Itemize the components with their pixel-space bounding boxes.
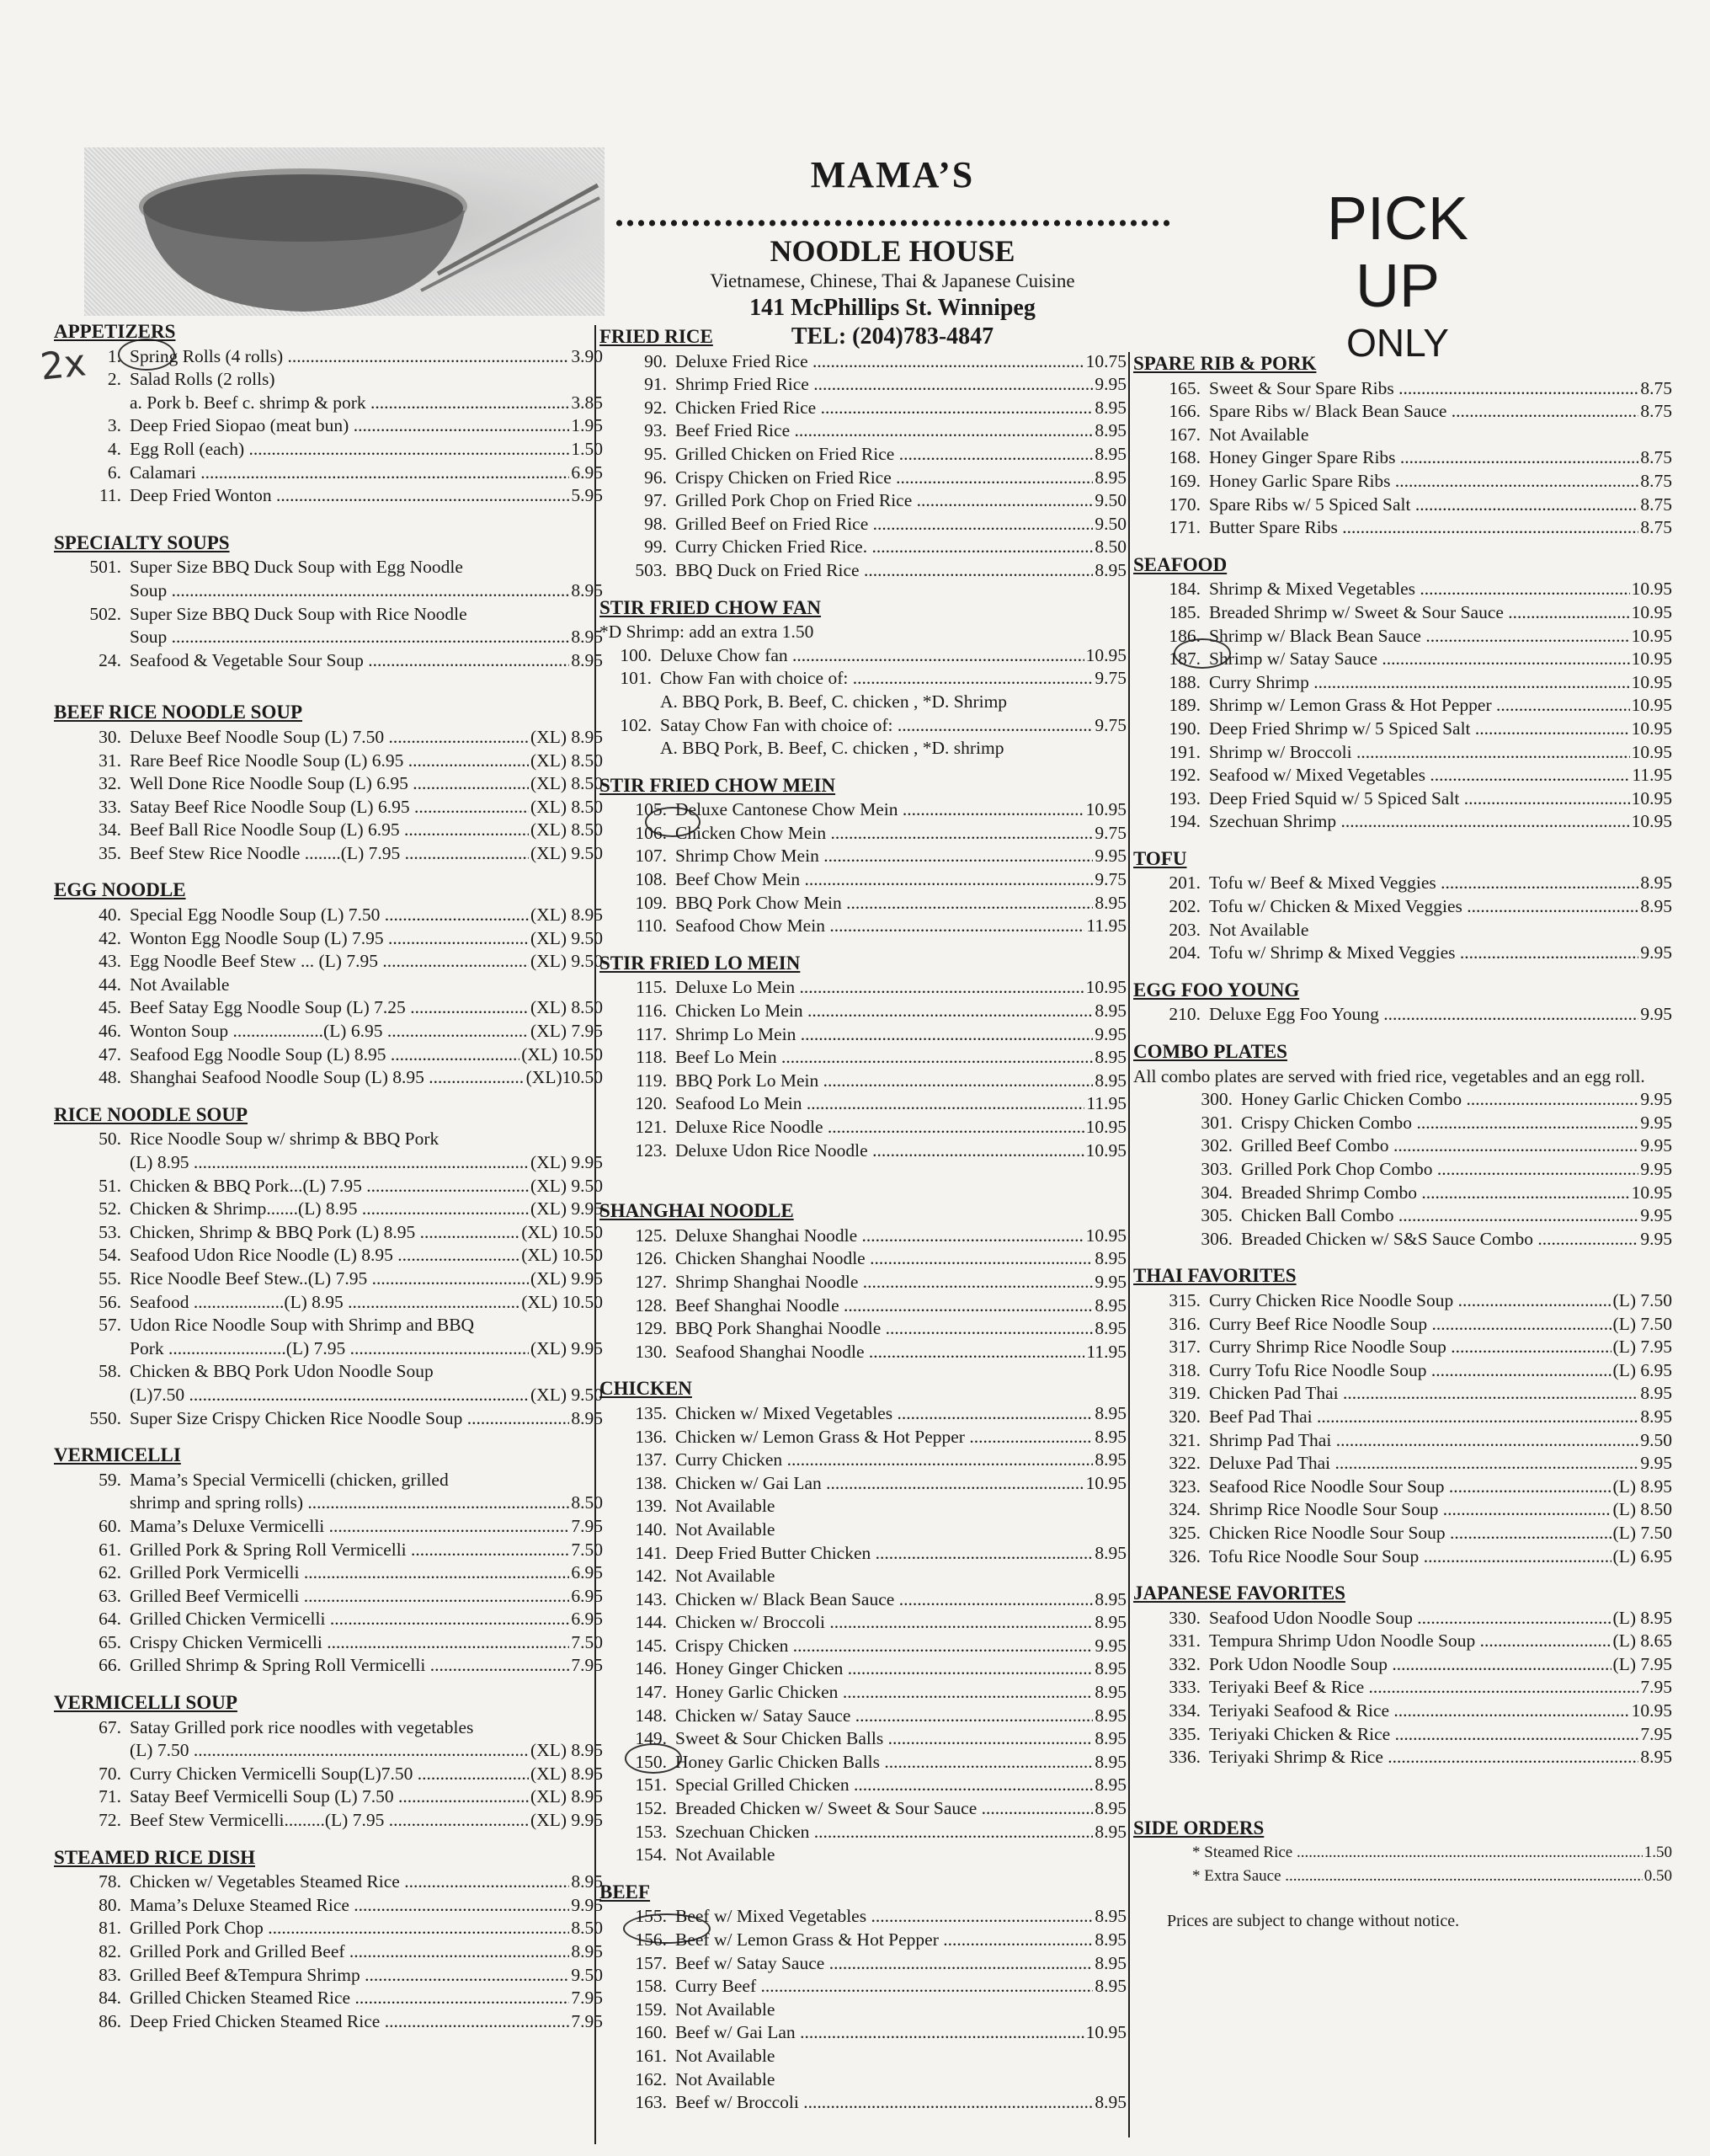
menu-item: 35. Beef Stew Rice Noodle ........(L) 7.95 ..... (XL) 9.50 [54, 842, 603, 866]
menu-item: 144. Chicken w/ Broccoli ..... 8.95 [599, 1611, 1127, 1635]
menu-item: (L)7.50 ..... (XL) 9.50 [54, 1384, 603, 1407]
menu-item: 146. Honey Ginger Chicken ..... 8.95 [599, 1657, 1127, 1681]
menu-item: 325. Chicken Rice Noodle Sour Soup ..... (L) 7.50 [1133, 1522, 1672, 1545]
menu-item: 170. Spare Ribs w/ 5 Spiced Salt ..... 8.75 [1133, 494, 1672, 517]
menu-item: 95. Grilled Chicken on Fried Rice ..... 8.95 [599, 443, 1127, 467]
menu-item: 210. Deluxe Egg Foo Young ..... 9.95 [1133, 1003, 1672, 1027]
menu-item: 154. Not Available [635, 1844, 775, 1865]
menu-item: 149. Sweet & Sour Chicken Balls ..... 8.95 [599, 1727, 1127, 1751]
menu-item: 1. Spring Rolls (4 rolls) ..... 3.90 [54, 345, 603, 369]
menu-item: 331. Tempura Shrimp Udon Noodle Soup ..... (L) 8.65 [1133, 1630, 1672, 1653]
section-title: BEEF [599, 1881, 651, 1903]
menu-item: 317. Curry Shrimp Rice Noodle Soup ..... (L) 7.95 [1133, 1336, 1672, 1359]
menu-item: 336. Teriyaki Shrimp & Rice ..... 8.95 [1133, 1746, 1672, 1769]
menu-item: 2. Salad Rolls (2 rolls) [107, 369, 275, 390]
menu-item: 84. Grilled Chicken Steamed Rice ..... 7.95 [54, 1987, 603, 2010]
menu-item: 72. Beef Stew Vermicelli.........(L) 7.95 ..... (XL) 9.95 [54, 1809, 603, 1833]
menu-item: 31. Rare Beef Rice Noodle Soup (L) 6.95 ..... (XL) 8.50 [54, 750, 603, 773]
menu-item: 67. Satay Grilled pork rice noodles with vegetables [99, 1716, 474, 1737]
menu-item: 32. Well Done Rice Noodle Soup (L) 6.95 ..... (XL) 8.50 [54, 772, 603, 796]
menu-item: 81. Grilled Pork Chop ..... 8.50 [54, 1917, 603, 1940]
menu-item: 127. Shrimp Shanghai Noodle ..... 9.95 [599, 1271, 1127, 1294]
bowl-chopsticks-icon [84, 147, 605, 316]
noodle-bowl-image [84, 147, 605, 316]
menu-item: 323. Seafood Rice Noodle Sour Soup ..... (L) 8.95 [1133, 1476, 1672, 1499]
menu-item: 334. Teriyaki Seafood & Rice ..... 10.95 [1133, 1700, 1672, 1723]
menu-item: 82. Grilled Pork and Grilled Beef ..... 8.95 [54, 1940, 603, 1964]
menu-item: 109. BBQ Pork Chow Mein ..... 8.95 [599, 892, 1127, 915]
telephone: TEL: (204)783-4847 [791, 323, 994, 350]
menu-item: 141. Deep Fried Butter Chicken ..... 8.95 [599, 1542, 1127, 1566]
menu-item: 194. Szechuan Shrimp ..... 10.95 [1133, 810, 1672, 834]
menu-item: 123. Deluxe Udon Rice Noodle ..... 10.95 [599, 1139, 1127, 1163]
menu-item: 107. Shrimp Chow Mein ..... 9.95 [599, 845, 1127, 868]
menu-item: 120. Seafood Lo Mein ..... 11.95 [599, 1092, 1127, 1116]
menu-item: 139. Not Available [635, 1496, 775, 1517]
section-title: STIR FRIED LO MEIN [599, 952, 801, 974]
pickup-line2: ONLY [1346, 321, 1449, 365]
menu-item: 148. Chicken w/ Satay Sauce ..... 8.95 [599, 1705, 1127, 1728]
section-title: CHICKEN [599, 1378, 692, 1400]
menu-item: 63. Grilled Beef Vermicelli ..... 6.95 [54, 1585, 603, 1609]
menu-item: 54. Seafood Udon Rice Noodle (L) 8.95 ..... (XL) 10.50 [54, 1244, 603, 1267]
menu-item: 44. Not Available [99, 974, 230, 995]
menu-item: 105. Deluxe Cantonese Chow Mein ..... 10.95 [599, 798, 1127, 822]
menu-item: 61. Grilled Pork & Spring Roll Vermicelli ..... 7.50 [54, 1539, 603, 1562]
menu-item: * Extra Sauce ..... 0.50 [1133, 1865, 1672, 1888]
menu-item: 47. Seafood Egg Noodle Soup (L) 8.95 ..... (XL) 10.50 [54, 1043, 603, 1067]
section-title: SPECIALTY SOUPS [54, 531, 230, 553]
menu-item: 315. Curry Chicken Rice Noodle Soup ..... (L) 7.50 [1133, 1289, 1672, 1313]
menu-item: Soup ..... 8.95 [54, 579, 603, 603]
menu-item: 3. Deep Fried Siopao (meat bun) ..... 1.95 [54, 414, 603, 438]
menu-item: Pork ..........................(L) 7.95 ..... (XL) 9.95 [54, 1337, 603, 1361]
menu-item: A. BBQ Pork, B. Beef, C. chicken , *D. shrimp [660, 738, 1004, 759]
section-title: STIR FRIED CHOW FAN [599, 596, 822, 618]
menu-item: 101. Chow Fan with choice of: ..... 9.75 [599, 667, 1127, 691]
menu-item: 324. Shrimp Rice Noodle Sour Soup ..... (L) 8.50 [1133, 1498, 1672, 1522]
menu-item: 93. Beef Fried Rice ..... 8.95 [599, 419, 1127, 443]
menu-item: 116. Chicken Lo Mein ..... 8.95 [599, 1000, 1127, 1023]
section-title: COMBO PLATES [1133, 1041, 1287, 1063]
menu-item: 160. Beef w/ Gai Lan ..... 10.95 [599, 2021, 1127, 2045]
menu-item: 330. Seafood Udon Noodle Soup ..... (L) 8.95 [1133, 1607, 1672, 1630]
menu-item: 321. Shrimp Pad Thai ..... 9.50 [1133, 1429, 1672, 1453]
menu-item: 201. Tofu w/ Beef & Mixed Veggies ..... 8.95 [1133, 872, 1672, 895]
menu-item: 185. Breaded Shrimp w/ Sweet & Sour Sauce ..... 10.95 [1133, 601, 1672, 625]
menu-column-left [54, 320, 603, 2033]
menu-item: (L) 7.50 ..... (XL) 8.95 [54, 1739, 603, 1763]
menu-item: 4. Egg Roll (each) ..... 1.50 [54, 438, 603, 462]
menu-item: 65. Crispy Chicken Vermicelli ..... 7.50 [54, 1631, 603, 1655]
menu-item: 187. Shrimp w/ Satay Sauce ..... 10.95 [1133, 648, 1672, 671]
menu-item: 333. Teriyaki Beef & Rice ..... 7.95 [1133, 1676, 1672, 1700]
section-title: VERMICELLI [54, 1444, 181, 1466]
section-title: BEEF RICE NOODLE SOUP [54, 702, 303, 723]
menu-item: 158. Curry Beef ..... 8.95 [599, 1975, 1127, 1999]
menu-item: 55. Rice Noodle Beef Stew..(L) 7.95 ..... (XL) 9.95 [54, 1267, 603, 1291]
menu-item: 24. Seafood & Vegetable Sour Soup ..... 8.95 [54, 649, 603, 673]
menu-item: 11. Deep Fried Wonton ..... 5.95 [54, 484, 603, 508]
menu-item: 191. Shrimp w/ Broccoli ..... 10.95 [1133, 741, 1672, 765]
restaurant-subtitle: NOODLE HOUSE [770, 234, 1015, 268]
menu-item: 100. Deluxe Chow fan ..... 10.95 [599, 644, 1127, 668]
menu-item: 106. Chicken Chow Mein ..... 9.75 [599, 822, 1127, 846]
menu-item: 335. Teriyaki Chicken & Rice ..... 7.95 [1133, 1723, 1672, 1747]
section-title: SPARE RIB & PORK [1133, 353, 1317, 374]
menu-item: 83. Grilled Beef &Tempura Shrimp ..... 9.50 [54, 1964, 603, 1988]
menu-item: 167. Not Available [1169, 424, 1309, 445]
menu-item: 46. Wonton Soup ....................(L) 6.95 ..... (XL) 7.95 [54, 1020, 603, 1043]
menu-item: 192. Seafood w/ Mixed Vegetables ..... 11.95 [1133, 764, 1672, 787]
menu-item: 145. Crispy Chicken ..... 9.95 [599, 1635, 1127, 1658]
menu-item: 142. Not Available [635, 1566, 775, 1587]
menu-item: 301. Crispy Chicken Combo ..... 9.95 [1133, 1112, 1672, 1135]
menu-item: 91. Shrimp Fried Rice ..... 9.95 [599, 373, 1127, 397]
menu-item: 62. Grilled Pork Vermicelli ..... 6.95 [54, 1561, 603, 1585]
menu-item: 53. Chicken, Shrimp & BBQ Pork (L) 8.95 ..... (XL) 10.50 [54, 1221, 603, 1245]
menu-item: 306. Breaded Chicken w/ S&S Sauce Combo ..... 9.95 [1133, 1228, 1672, 1251]
menu-item: 117. Shrimp Lo Mein ..... 9.95 [599, 1023, 1127, 1047]
section-note: All combo plates are served with fried rice, vegetables and an egg roll. [1133, 1065, 1645, 1086]
menu-item: 190. Deep Fried Shrimp w/ 5 Spiced Salt ..... 10.95 [1133, 718, 1672, 741]
menu-item: 130. Seafood Shanghai Noodle ..... 11.95 [599, 1341, 1127, 1364]
menu-item: 156. Beef w/ Lemon Grass & Hot Pepper ..... 8.95 [599, 1929, 1127, 1952]
section-note: *D Shrimp: add an extra 1.50 [599, 622, 814, 643]
menu-item: 305. Chicken Ball Combo ..... 9.95 [1133, 1204, 1672, 1228]
menu-item: 97. Grilled Pork Chop on Fried Rice ..... 9.50 [599, 489, 1127, 513]
menu-item: 202. Tofu w/ Chicken & Mixed Veggies ..... 8.95 [1133, 895, 1672, 919]
menu-item: * Steamed Rice ..... 1.50 [1133, 1841, 1672, 1865]
menu-item: 138. Chicken w/ Gai Lan ..... 10.95 [599, 1472, 1127, 1496]
menu-item: 203. Not Available [1169, 919, 1309, 940]
menu-item: 66. Grilled Shrimp & Spring Roll Vermicelli ..... 7.95 [54, 1654, 603, 1678]
menu-item: 96. Crispy Chicken on Fried Rice ..... 8.95 [599, 467, 1127, 490]
menu-item: 60. Mama’s Deluxe Vermicelli ..... 7.95 [54, 1515, 603, 1539]
menu-item: 157. Beef w/ Satay Sauce ..... 8.95 [599, 1952, 1127, 1976]
section-title: JAPANESE FAVORITES [1133, 1582, 1345, 1604]
menu-item: Soup ..... 8.95 [54, 626, 603, 649]
menu-item: 322. Deluxe Pad Thai ..... 9.95 [1133, 1452, 1672, 1476]
section-title: RICE NOODLE SOUP [54, 1103, 248, 1125]
menu-item: 326. Tofu Rice Noodle Sour Soup ..... (L) 6.95 [1133, 1545, 1672, 1569]
menu-item: 163. Beef w/ Broccoli ..... 8.95 [599, 2091, 1127, 2115]
menu-item: 189. Shrimp w/ Lemon Grass & Hot Pepper ..... 10.95 [1133, 694, 1672, 718]
menu-item: 304. Breaded Shrimp Combo ..... 10.95 [1133, 1182, 1672, 1205]
menu-item: 332. Pork Udon Noodle Soup ..... (L) 7.95 [1133, 1653, 1672, 1677]
menu-item: 184. Shrimp & Mixed Vegetables ..... 10.95 [1133, 578, 1672, 601]
menu-item: 135. Chicken w/ Mixed Vegetables ..... 8.95 [599, 1402, 1127, 1426]
menu-item: 115. Deluxe Lo Mein ..... 10.95 [599, 976, 1127, 1000]
menu-item: 33. Satay Beef Rice Noodle Soup (L) 6.95 ..... (XL) 8.50 [54, 796, 603, 819]
menu-item: 43. Egg Noodle Beef Stew ... (L) 7.95 ..... (XL) 9.50 [54, 950, 603, 974]
menu-item: 71. Satay Beef Vermicelli Soup (L) 7.50 ..... (XL) 8.95 [54, 1785, 603, 1809]
menu-item: 102. Satay Chow Fan with choice of: ..... 9.75 [599, 714, 1127, 738]
menu-item: 193. Deep Fried Squid w/ 5 Spiced Salt ..... 10.95 [1133, 787, 1672, 811]
menu-item: 136. Chicken w/ Lemon Grass & Hot Pepper ..... 8.95 [599, 1426, 1127, 1449]
menu-item: 40. Special Egg Noodle Soup (L) 7.50 ..... (XL) 8.95 [54, 904, 603, 927]
menu-item: 150. Honey Garlic Chicken Balls ..... 8.95 [599, 1751, 1127, 1774]
handwritten-note: 2x [38, 341, 88, 389]
menu-item: 155. Beef w/ Mixed Vegetables ..... 8.95 [599, 1905, 1127, 1929]
pickup-only-banner [1280, 185, 1516, 366]
menu-item: 140. Not Available [635, 1518, 775, 1540]
menu-item: 143. Chicken w/ Black Bean Sauce ..... 8.95 [599, 1588, 1127, 1612]
menu-item: 162. Not Available [635, 2068, 775, 2089]
menu-item: 64. Grilled Chicken Vermicelli ..... 6.95 [54, 1608, 603, 1631]
section-title: SHANGHAI NOODLE [599, 1200, 794, 1222]
menu-item: 168. Honey Ginger Spare Ribs ..... 8.75 [1133, 446, 1672, 470]
menu-item: 161. Not Available [635, 2045, 775, 2066]
menu-item: 550. Super Size Crispy Chicken Rice Noodle Soup ..... 8.95 [54, 1407, 603, 1431]
menu-item: 48. Shanghai Seafood Noodle Soup (L) 8.95 ..... (XL)10.50 [54, 1066, 603, 1090]
menu-item: 78. Chicken w/ Vegetables Steamed Rice ..... 8.95 [54, 1870, 603, 1894]
menu-item: 503. BBQ Duck on Fried Rice ..... 8.95 [599, 559, 1127, 583]
menu-item: 302. Grilled Beef Combo ..... 9.95 [1133, 1134, 1672, 1158]
menu-item: 86. Deep Fried Chicken Steamed Rice ..... 7.95 [54, 2010, 603, 2034]
menu-item: 119. BBQ Pork Lo Mein ..... 8.95 [599, 1070, 1127, 1093]
menu-item: a. Pork b. Beef c. shrimp & pork ..... 3.85 [54, 392, 603, 415]
menu-item: 152. Breaded Chicken w/ Sweet & Sour Sauce ..... 8.95 [599, 1797, 1127, 1821]
menu-item: 57. Udon Rice Noodle Soup with Shrimp and BBQ [99, 1315, 475, 1336]
menu-item: 58. Chicken & BBQ Pork Udon Noodle Soup [99, 1361, 434, 1382]
menu-item: 126. Chicken Shanghai Noodle ..... 8.95 [599, 1247, 1127, 1271]
menu-item: 6. Calamari ..... 6.95 [54, 462, 603, 485]
menu-item: 80. Mama’s Deluxe Steamed Rice ..... 9.95 [54, 1894, 603, 1918]
menu-item: 204. Tofu w/ Shrimp & Mixed Veggies ..... 9.95 [1133, 942, 1672, 965]
menu-item: 42. Wonton Egg Noodle Soup (L) 7.95 ..... (XL) 9.50 [54, 927, 603, 951]
section-title: SIDE ORDERS [1133, 1817, 1265, 1838]
menu-item: A. BBQ Pork, B. Beef, C. chicken , *D. Shrimp [660, 691, 1008, 712]
menu-item: 30. Deluxe Beef Noodle Soup (L) 7.50 ..... (XL) 8.95 [54, 726, 603, 750]
menu-item: 52. Chicken & Shrimp.......(L) 8.95 ..... (XL) 9.95 [54, 1198, 603, 1221]
menu-item: 318. Curry Tofu Rice Noodle Soup ..... (L) 6.95 [1133, 1359, 1672, 1383]
menu-item: 98. Grilled Beef on Fried Rice ..... 9.50 [599, 513, 1127, 536]
menu-item: 166. Spare Ribs w/ Black Bean Sauce ..... 8.75 [1133, 400, 1672, 424]
section-title: STIR FRIED CHOW MEIN [599, 774, 836, 796]
menu-item: 129. BBQ Pork Shanghai Noodle ..... 8.95 [599, 1317, 1127, 1341]
menu-item: 300. Honey Garlic Chicken Combo ..... 9.95 [1133, 1088, 1672, 1112]
section-title: VERMICELLI SOUP [54, 1692, 237, 1714]
menu-item: 92. Chicken Fried Rice ..... 8.95 [599, 397, 1127, 420]
menu-item: 50. Rice Noodle Soup w/ shrimp & BBQ Pork [99, 1129, 439, 1150]
menu-item: 137. Curry Chicken ..... 8.95 [599, 1449, 1127, 1472]
menu-item: 51. Chicken & BBQ Pork...(L) 7.95 ..... (XL) 9.50 [54, 1175, 603, 1198]
menu-item: 99. Curry Chicken Fried Rice. ..... 8.50 [599, 536, 1127, 559]
menu-item: 128. Beef Shanghai Noodle ..... 8.95 [599, 1294, 1127, 1318]
menu-item: 118. Beef Lo Mein ..... 8.95 [599, 1046, 1127, 1070]
menu-item: 188. Curry Shrimp ..... 10.95 [1133, 671, 1672, 695]
section-title: TOFU [1133, 847, 1187, 869]
section-title: STEAMED RICE DISH [54, 1846, 255, 1868]
menu-item: 303. Grilled Pork Chop Combo ..... 9.95 [1133, 1158, 1672, 1182]
menu-item: 70. Curry Chicken Vermicelli Soup(L)7.50 ..... (XL) 8.95 [54, 1763, 603, 1786]
menu-column-middle [594, 325, 1127, 2144]
section-title: EGG FOO YOUNG [1133, 979, 1300, 1001]
menu-item: 108. Beef Chow Mein ..... 9.75 [599, 868, 1127, 892]
menu-item: (L) 8.95 ..... (XL) 9.95 [54, 1151, 603, 1175]
address: 141 McPhillips St. Winnipeg [749, 295, 1036, 321]
menu-item: 502. Super Size BBQ Duck Soup with Rice Noodle [89, 603, 467, 624]
menu-item: 59. Mama’s Special Vermicelli (chicken, grilled [99, 1469, 449, 1490]
menu-item: 110. Seafood Chow Mein ..... 11.95 [599, 915, 1127, 938]
menu-item: 186. Shrimp w/ Black Bean Sauce ..... 10.95 [1133, 625, 1672, 648]
menu-column-right [1128, 352, 1672, 2137]
menu-item: 501. Super Size BBQ Duck Soup with Egg Noodle [89, 557, 463, 578]
section-title: SEAFOOD [1133, 553, 1228, 575]
pickup-line1: PICK UP [1326, 185, 1469, 320]
price-disclaimer: Prices are subject to change without notice. [1167, 1911, 1460, 1930]
menu-item: 45. Beef Satay Egg Noodle Soup (L) 7.25 ..... (XL) 8.50 [54, 996, 603, 1020]
cuisine-line: Vietnamese, Chinese, Thai & Japanese Cuisine [710, 270, 1075, 291]
menu-item: 147. Honey Garlic Chicken ..... 8.95 [599, 1681, 1127, 1705]
menu-item: 320. Beef Pad Thai ..... 8.95 [1133, 1406, 1672, 1429]
restaurant-name: MAMA’S ..... [615, 156, 1170, 233]
menu-item: 171. Butter Spare Ribs ..... 8.75 [1133, 516, 1672, 540]
menu-item: 159. Not Available [635, 1999, 775, 2020]
menu-item: 90. Deluxe Fried Rice ..... 10.75 [599, 350, 1127, 374]
menu-item: 316. Curry Beef Rice Noodle Soup ..... (L) 7.50 [1133, 1313, 1672, 1337]
menu-item: 151. Special Grilled Chicken ..... 8.95 [599, 1774, 1127, 1797]
menu-item: 153. Szechuan Chicken ..... 8.95 [599, 1821, 1127, 1844]
menu-item: 319. Chicken Pad Thai ..... 8.95 [1133, 1382, 1672, 1406]
menu-item: 34. Beef Ball Rice Noodle Soup (L) 6.95 ..... (XL) 8.50 [54, 819, 603, 842]
menu-item: 165. Sweet & Sour Spare Ribs ..... 8.75 [1133, 377, 1672, 401]
restaurant-header [615, 156, 1170, 351]
section-title: THAI FAVORITES [1133, 1265, 1297, 1287]
menu-item: shrimp and spring rolls) ..... 8.50 [54, 1492, 603, 1515]
section-title: FRIED RICE [599, 326, 713, 347]
menu-item: 121. Deluxe Rice Noodle ..... 10.95 [599, 1116, 1127, 1139]
section-title: APPETIZERS [54, 321, 176, 342]
menu-item: 169. Honey Garlic Spare Ribs ..... 8.75 [1133, 470, 1672, 494]
menu-item: 56. Seafood ....................(L) 8.95 ..... (XL) 10.50 [54, 1291, 603, 1315]
menu-item: 125. Deluxe Shanghai Noodle ..... 10.95 [599, 1225, 1127, 1248]
section-title: EGG NOODLE [54, 879, 186, 901]
